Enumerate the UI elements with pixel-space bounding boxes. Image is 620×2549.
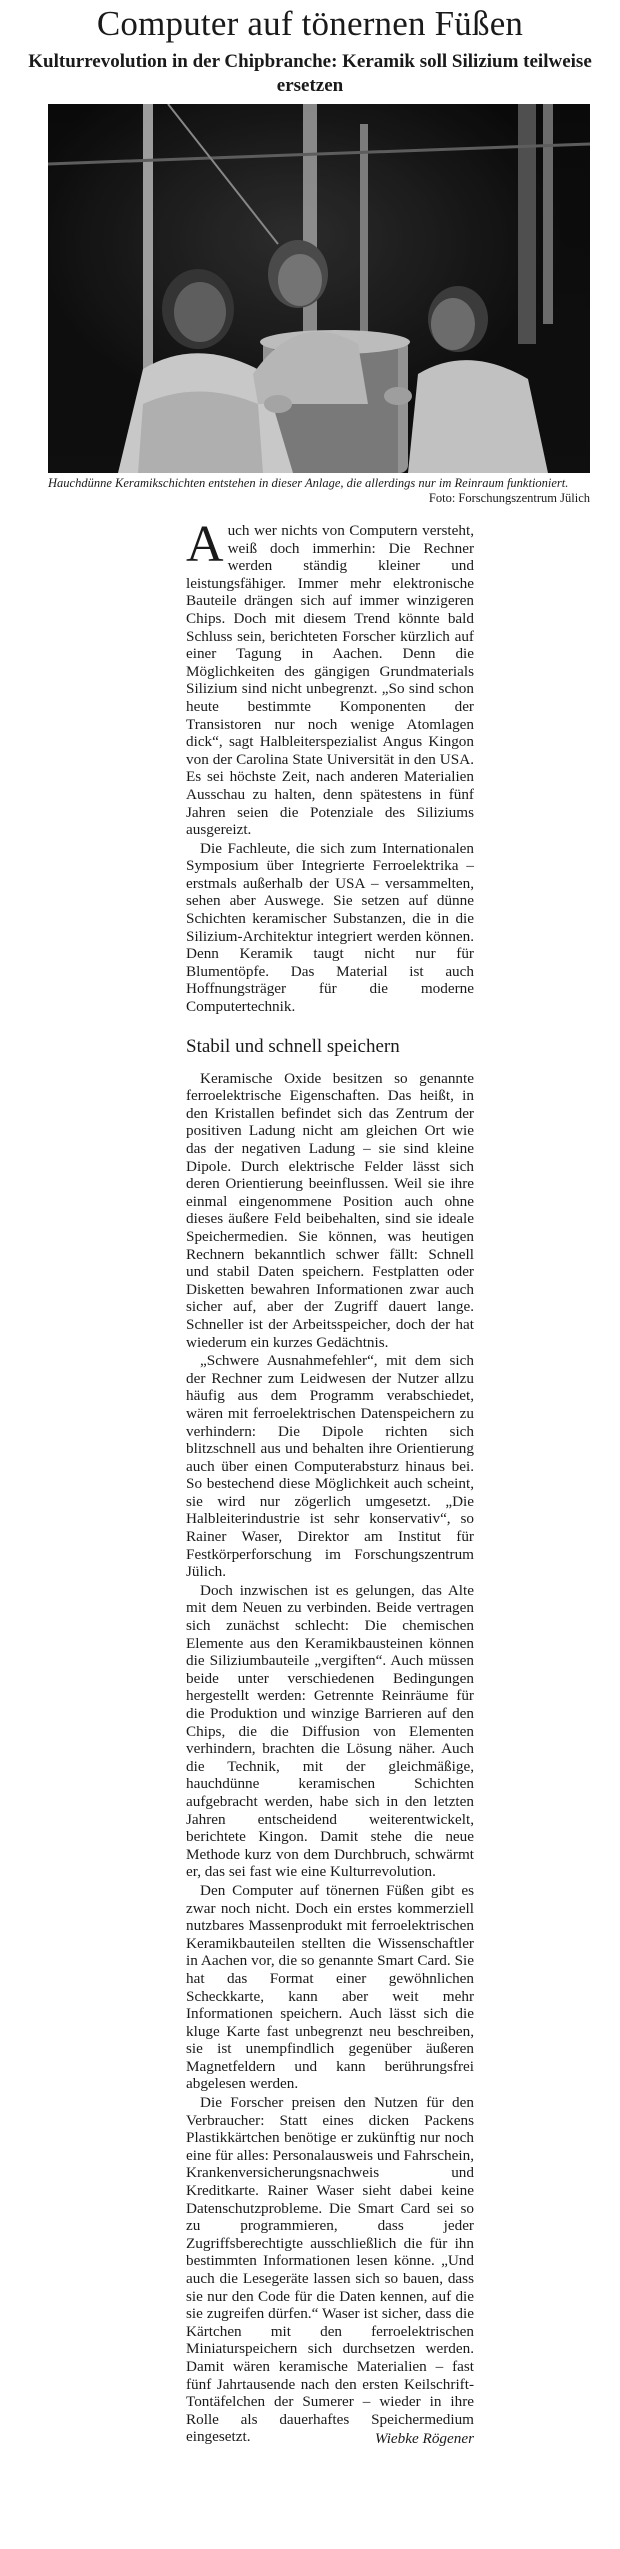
author-byline: Wiebke Rögener — [374, 2429, 474, 2447]
paragraph-2: Die Fachleute, die sich zum Internationalen Symposium über Integrierte Ferroelektrika – erstmals außerhalb der USA – versammelten, sehen aber Auswege. Sie setzen auf dünne Schichten keramischer Substanzen, die in die Silizium-Architektur integriert werden können. Denn Keramik taugt nicht nur für Blumentöpfe. Das Material ist auch Hoffnungsträger für die moderne Computertechnik. — [186, 839, 474, 1016]
paragraph-6: Den Computer auf tönernen Füßen gibt es zwar noch nicht. Doch ein erstes kommerziell nutzbares Massenprodukt mit ferroelektrischen Keramikbauteilen stellten die Wissenschaftler in Aachen vor, die so genannte Smart Card. Sie hat das Format einer gewöhnlichen Scheckkarte, kann aber weit mehr Informationen speichern. Auch lässt sich die kluge Karte fast unbegrenzt neu beschreiben, sie ist unempfindlich gegenüber äußeren Magnetfeldern und kann berührungsfrei abgelesen werden. — [186, 1881, 474, 2093]
paragraph-5: Doch inzwischen ist es gelungen, das Alte mit dem Neuen zu verbinden. Beide vertragen sich zunächst schlecht: Die chemischen Elemente aus den Keramikbausteinen können die Siliziumbauteile „vergiften“. Auch müssen beide unter verschiedenen Bedingungen hergestellt werden: Getrennte Reinräume für die Produktion und winzige Barrieren auf den Chips, die die Diffusion von Elementen verhindern, brachten die Lösung näher. Auch die Technik, mit der gleichmäßige, hauchdünne keramischen Schichten aufgebracht werden, habe sich in den letzten Jahren entscheidend weiterentwickelt, berichtete Kingon. Damit stehe die neue Methode kurz von dem Durchbruch, schwärmt er, das sei fast wie eine Kulturrevolution. — [186, 1581, 474, 1881]
photo-credit: Foto: Forschungszentrum Jülich — [428, 491, 590, 505]
drop-cap: A — [186, 516, 224, 573]
paragraph-3: Keramische Oxide besitzen so genannte ferroelektrische Eigenschaften. Das heißt, in den Kristallen befindet sich das Zentrum der positiven Ladung nicht am gleichen Ort wie das der negativen Ladung – sie sind kleine Dipole. Durch elektrische Felder lässt sich deren Orientierung beeinflussen. Weil sie ihre einmal eingenommene Position auch ohne dieses äußere Feld beibehalten, sind sie ideale Speichermedien. Sie können, was heutigen Rechnern bekanntlich schwer fällt: Schnell und stabil Daten speichern. Festplatten oder Disketten bewahren Informationen zwar auch sicher auf, aber der Zugriff dauert lange. Schneller ist der Arbeitsspeicher, doch der hat wiederum ein kurzes Gedächtnis. — [186, 1069, 474, 1351]
lead-paragraph — [186, 516, 474, 839]
section-heading: Stabil und schnell speichern — [186, 1035, 400, 1057]
paragraph-7: Die Forscher preisen den Nutzen für den Verbraucher: Statt eines dicken Packens Plastikkärtchen benötige er zukünftig nur noch eine für alles: Personalausweis und Fahrschein, Krankenversicherungsnachweis und Kreditkarte. Rainer Waser sieht dabei keine Datenschutzprobleme. Die Smart Card sei so zu programmieren, dass jeder Zugriffsberechtigte ausschließlich die für ihn bestimmten Informationen lesen könne. „Und auch die Lesegeräte lassen sich so bauen, dass sie nur den Code für die Daten kennen, auf die sie zugreifen dürfen.“ Waser ist sicher, dass die Kärtchen mit den ferroelektrischen Miniaturspeichern sich durchsetzen werden. Damit wären keramische Materialien – fast fünf Jahrtausende nach den ersten Keilschrift-Tontäfelchen der Sumerer – wieder in ihre Rolle als dauerhaftes Speichermedium eingesetzt. — [186, 2094, 474, 2446]
article-body — [186, 516, 474, 2448]
headline: Computer auf tönernen Füßen — [96, 4, 524, 43]
paragraph-4: „Schwere Ausnahmefehler“, mit dem sich der Rechner zum Leidwesen der Nutzer allzu häufig aus dem Programm verabschiedet, wären mit ferroelektrischen Datenspeichern zu verhindern: Die Dipole richten sich blitzschnell aus und behalten ihre Orientierung auch über einen Computerabsturz hinaus bei. So bestechend diese Möglichkeit auch scheint, sie wird nur zögerlich umgesetzt. „Die Halbleiterindustrie ist sehr konservativ“, so Rainer Waser, Direktor am Institut für Festkörperforschung im Forschungszentrum Jülich. — [186, 1352, 474, 1581]
caption-text: Hauchdünne Keramikschichten entstehen in dieser Anlage, die allerdings nur im Reinraum funktioniert. — [48, 476, 569, 490]
article-photo — [48, 104, 590, 473]
subheadline: Kulturrevolution in der Chipbranche: Keramik soll Silizium teilweise ersetzen — [28, 51, 592, 96]
lead-text: uch wer nichts von Computern versteht, weiß doch immerhin: Die Rechner werden ständig kleiner und leistungsfähiger. Immer mehr elektronische Bauteile drängen sich auf immer winzigeren Chips. Doch mit diesem Trend könnte bald Schluss sein, berichteten Forscher kürzlich auf einer Tagung in Aachen. Denn die Möglichkeiten des gängigen Grundmaterials Silizium sind nicht unbegrenzt. „So sind schon heute bestimmte Komponenten der Transistoren nur noch wenige Atomlagen dick“, sagt Halbleiterspezialist Angus Kingon von der Carolina State Universität in den USA. Es sei höchste Zeit, nach anderen Materialien Ausschau zu halten, denn spätestens in fünf Jahren seien die Potenziale des Siliziums ausgereizt. — [186, 522, 474, 839]
photo-lab-scene — [48, 104, 590, 473]
photo-caption — [48, 476, 590, 506]
